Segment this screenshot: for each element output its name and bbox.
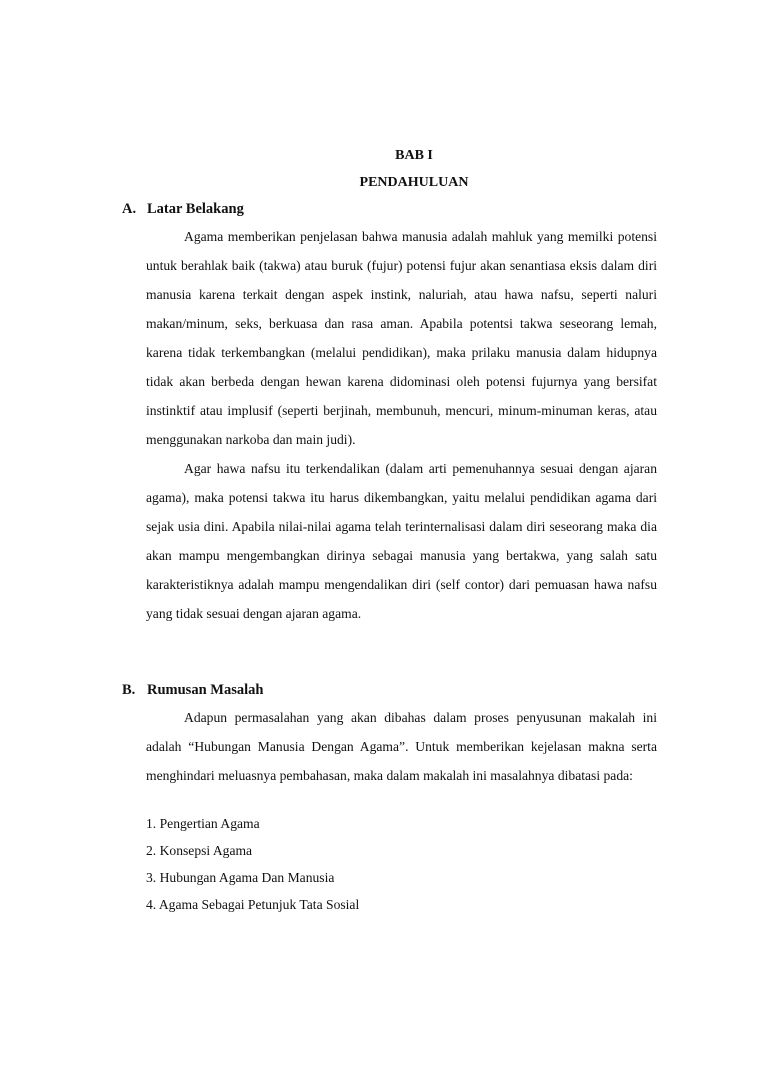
- section-b-paragraph: Adapun permasalahan yang akan dibahas dalam proses penyusunan makalah ini adalah “Hubungan Manusia Dengan Agama”. Untuk memberikan kejelasan makna serta menghindari meluasnya pembahasan, maka dalam makalah ini masalahnya dibatasi pada:: [146, 710, 657, 783]
- section-b-letter: B.: [122, 682, 136, 698]
- problem-list: [146, 810, 657, 918]
- list-item: 4. Agama Sebagai Petunjuk Tata Sosial: [146, 897, 360, 912]
- section-b-heading: [122, 680, 263, 700]
- section-a-letter: A.: [122, 201, 137, 217]
- section-b-title: Rumusan Masalah: [147, 682, 264, 698]
- chapter-title: PENDAHULUAN: [359, 175, 469, 190]
- section-a-title: Latar Belakang: [147, 201, 244, 217]
- section-a-heading: [122, 199, 244, 219]
- section-a-paragraph-1: Agama memberikan penjelasan bahwa manusia adalah mahluk yang memilki potensi untuk berahlak baik (takwa) atau buruk (fujur) potensi fujur akan senantiasa eksis dalam diri manusia karena terkait dengan aspek instink, naluriah, atau hawa nafsu, seperti naluri makan/minum, seks, berkuasa dan rasa aman. Apabila potentsi takwa seseorang lemah, karena tidak terkembangkan (melalui pendidikan), maka prilaku manusia dalam hidupnya tidak akan berbeda dengan hewan karena didominasi oleh potensi fujurnya yang bersifat instinktif atau implusif (seperti berjinah, membunuh, mencuri, minum-minuman keras, atau menggunakan narkoba dan main judi).: [146, 229, 657, 447]
- list-item: 1. Pengertian Agama: [146, 816, 260, 831]
- list-item: 3. Hubungan Agama Dan Manusia: [146, 870, 335, 885]
- section-a-paragraph-2: Agar hawa nafsu itu terkendalikan (dalam arti pemenuhannya sesuai dengan ajaran agama), maka potensi takwa itu harus dikembangkan, yaitu melalui pendidikan agama dari sejak usia dini. Apabila nilai-nilai agama telah terinternalisasi dalam diri seseorang maka dia akan mampu mengembangkan dirinya sebagai manusia yang bertakwa, yang salah satu karakteristiknya adalah mampu mengendalikan diri (self contor) dari pemuasan hawa nafsu yang tidak sesuai dengan ajaran agama.: [146, 461, 657, 621]
- list-item: 2. Konsepsi Agama: [146, 843, 253, 858]
- chapter-number: BAB I: [395, 148, 433, 163]
